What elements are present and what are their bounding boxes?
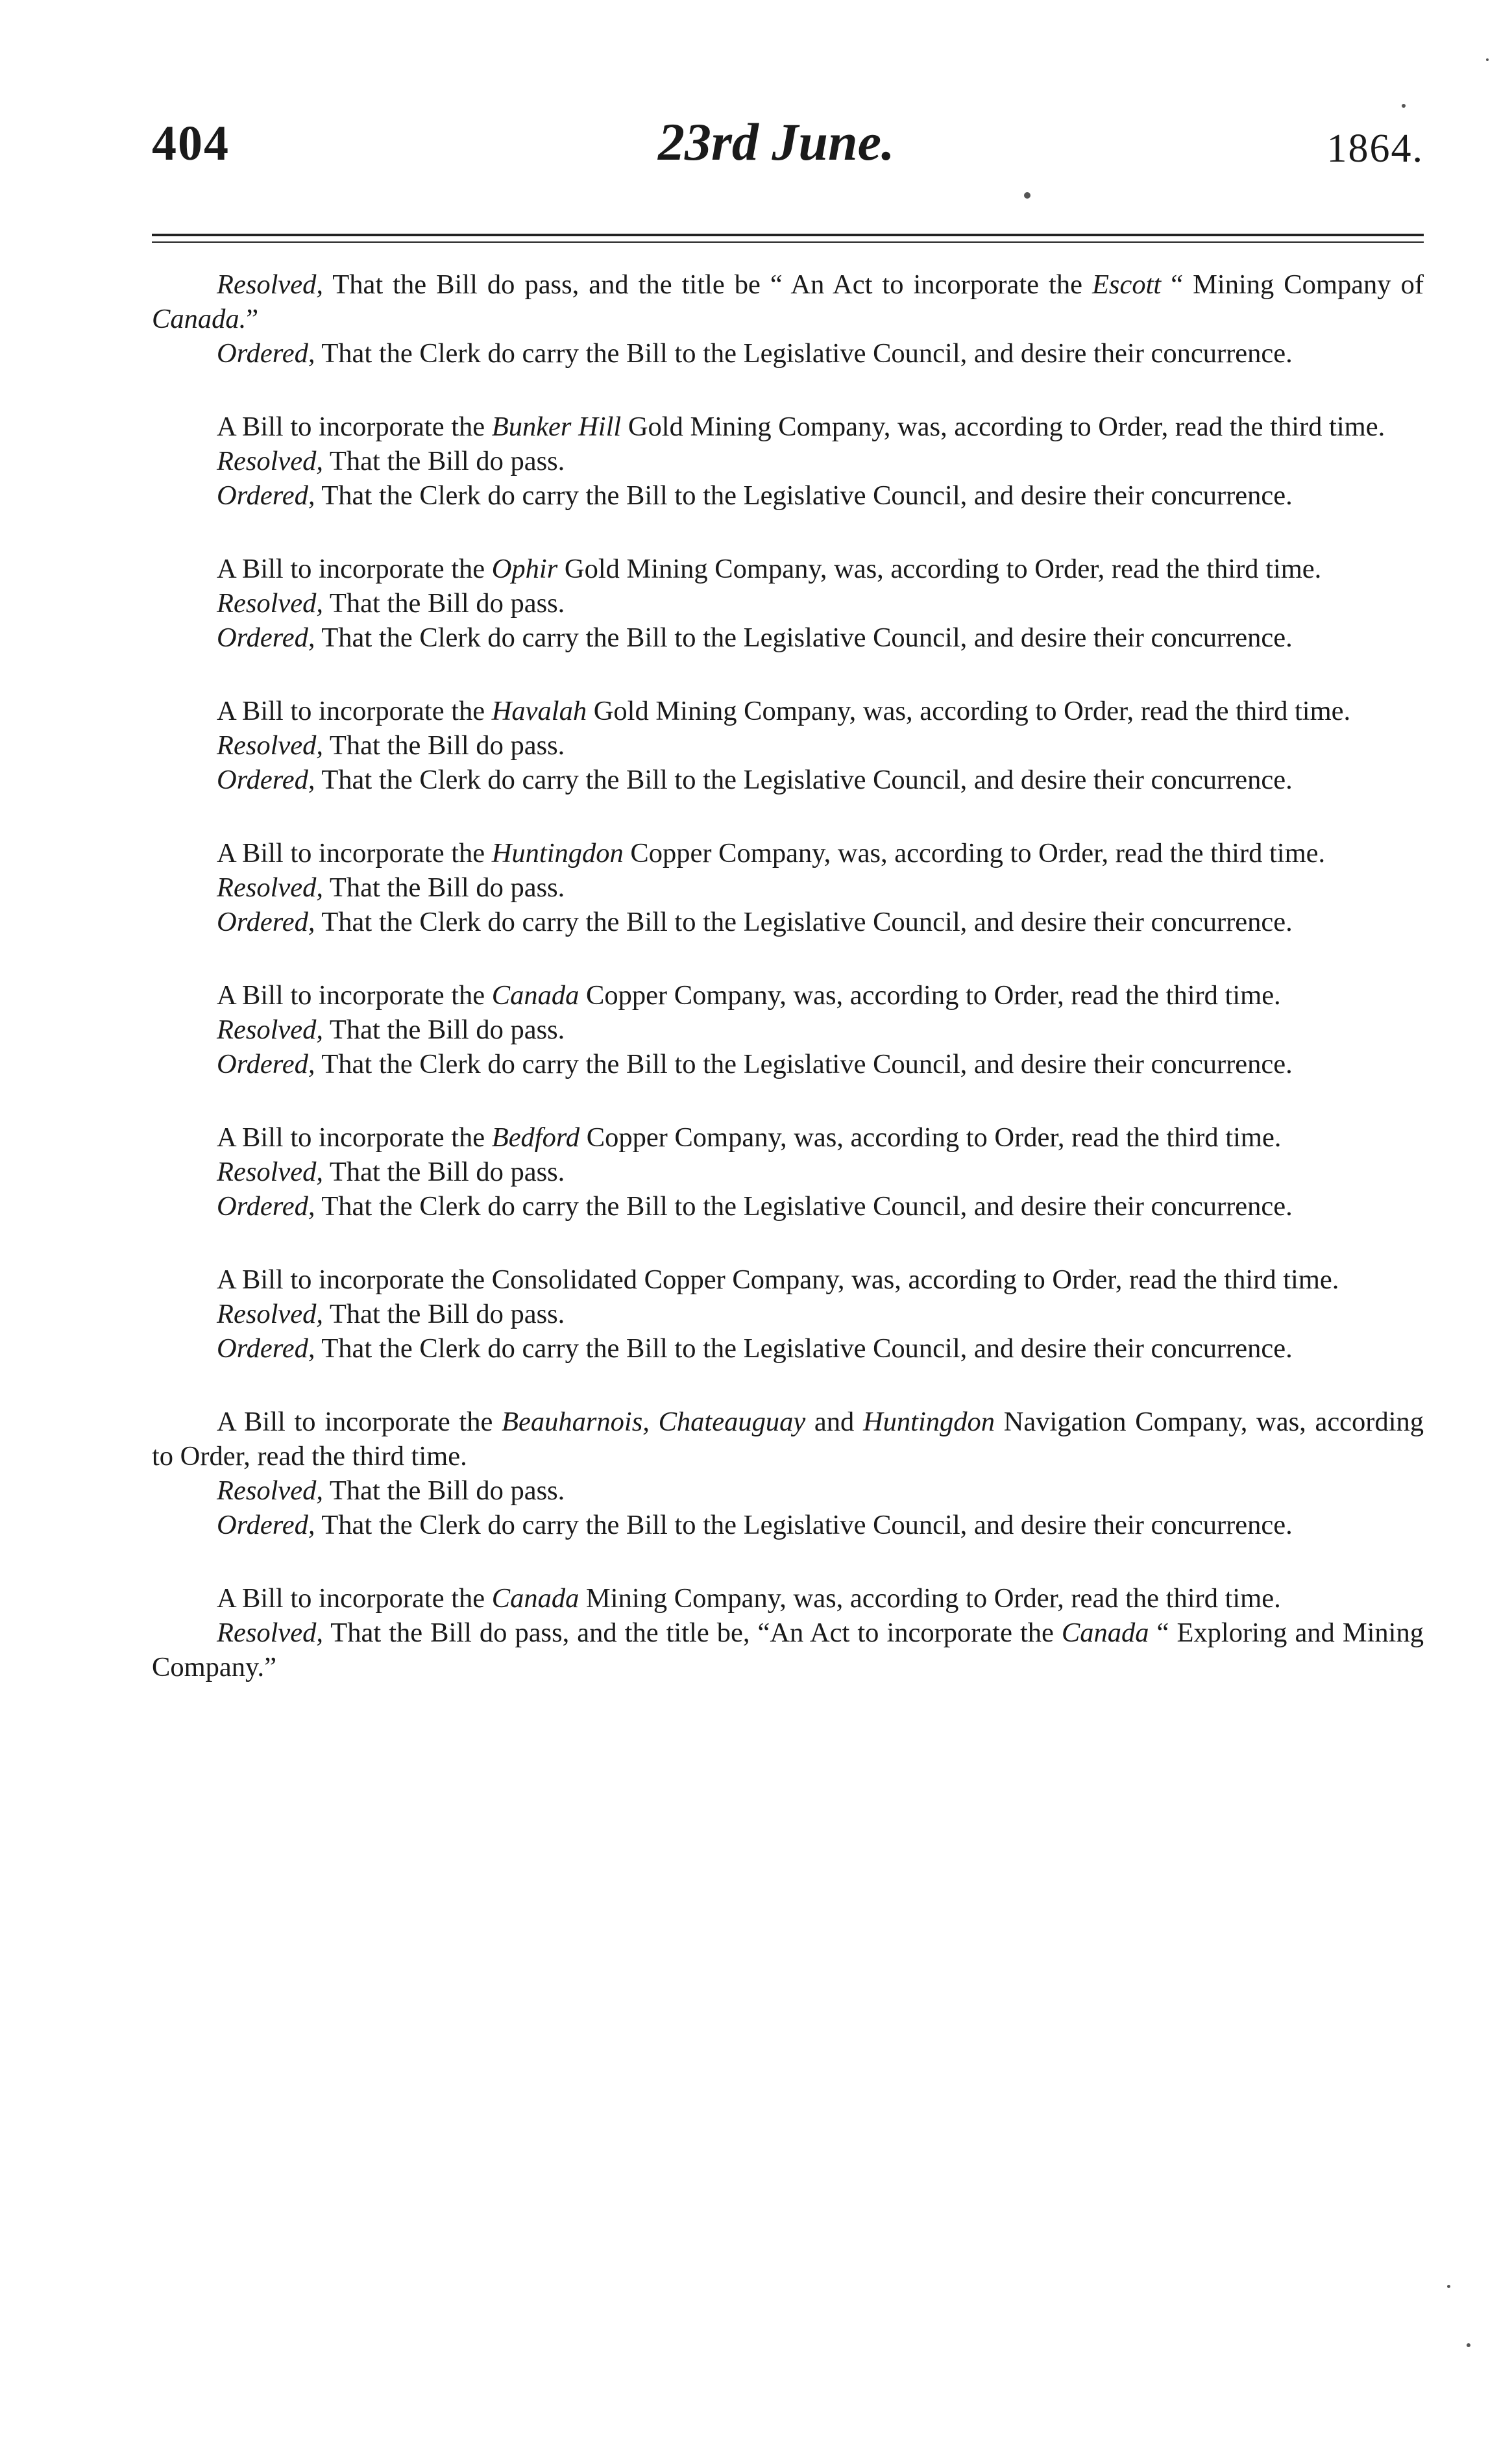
resolved-paragraph [152, 1297, 1424, 1331]
resolved-text: That the Bill do pass, and the title be “ An Act to incorporate the [323, 269, 1092, 300]
ordered-paragraph [152, 905, 1424, 939]
bill-text: A Bill to incorporate the [217, 696, 492, 726]
bill-text: Gold Mining Company, was, according to Order, read the third time. [587, 696, 1351, 726]
bill-text: A Bill to incorporate the [217, 1122, 492, 1153]
company-name: Bunker Hill [491, 412, 622, 442]
page-date: 23rd June. [658, 112, 895, 171]
ordered-label: Ordered, [217, 907, 315, 937]
ordered-label: Ordered, [217, 622, 315, 653]
bill-text: Copper Company, was, according to Order, read the third time. [579, 980, 1281, 1011]
bill-paragraph [152, 1120, 1424, 1155]
journal-entry [152, 694, 1424, 797]
ordered-paragraph [152, 1047, 1424, 1081]
ordered-paragraph [152, 621, 1424, 655]
bill-text: A Bill to incorporate the Consolidated Copper Company, was, according to Order, read the third time. [217, 1264, 1339, 1295]
ordered-label: Ordered, [217, 338, 315, 369]
journal-entry [152, 267, 1424, 371]
resolved-text: That the Bill do pass. [323, 1475, 565, 1506]
bill-text: Mining Company, was, according to Order, read the third time. [579, 1583, 1281, 1614]
ordered-label: Ordered, [217, 765, 315, 795]
bill-text: A Bill to incorporate the [217, 838, 492, 868]
company-name: Ophir [491, 554, 558, 584]
scan-speck [1024, 192, 1030, 199]
ordered-text: That the Clerk do carry the Bill to the Legislative Council, and desire their concurrence. [315, 338, 1293, 369]
journal-entry [152, 1120, 1424, 1224]
company-name: Escott [1091, 269, 1162, 300]
ordered-label: Ordered, [217, 1191, 315, 1222]
bill-paragraph [152, 1405, 1424, 1473]
resolved-text: That the Bill do pass. [323, 446, 565, 476]
company-name: Canada [491, 980, 579, 1011]
ordered-paragraph [152, 763, 1424, 797]
company-name: Beauharnois, Chateauguay [502, 1407, 806, 1437]
company-name: Canada [491, 1583, 579, 1614]
ordered-text: That the Clerk do carry the Bill to the Legislative Council, and desire their concurrence. [315, 765, 1293, 795]
ordered-text: That the Clerk do carry the Bill to the Legislative Council, and desire their concurrence. [315, 1333, 1293, 1364]
resolved-text: That the Bill do pass. [323, 1299, 565, 1329]
resolved-text: That the Bill do pass, and the title be, “An Act to incorporate the [323, 1618, 1062, 1648]
ordered-paragraph [152, 1189, 1424, 1224]
bill-paragraph [152, 1581, 1424, 1616]
bill-text: Gold Mining Company, was, according to Order, read the third time. [621, 412, 1385, 442]
journal-body [152, 267, 1424, 1723]
ordered-text: That the Clerk do carry the Bill to the Legislative Council, and desire their concurrence. [315, 622, 1293, 653]
company-name: Huntingdon [491, 838, 624, 868]
scan-speck [1467, 2343, 1470, 2347]
resolved-label: Resolved, [217, 588, 324, 619]
bill-paragraph [152, 1262, 1424, 1297]
resolved-label: Resolved, [217, 1015, 324, 1045]
journal-entry [152, 1405, 1424, 1542]
bill-paragraph [152, 836, 1424, 870]
resolved-text: That the Bill do pass. [323, 872, 565, 903]
bill-text: and [805, 1407, 863, 1437]
ordered-paragraph [152, 1331, 1424, 1366]
page-number: 404 [152, 116, 230, 171]
bill-paragraph [152, 978, 1424, 1013]
resolved-text: “ Exploring and Mining Company.” [152, 1618, 1424, 1682]
journal-entry [152, 978, 1424, 1081]
scan-speck [1447, 2285, 1450, 2288]
scan-speck [1486, 58, 1489, 61]
resolved-text: That the Bill do pass. [323, 730, 565, 761]
ordered-text: That the Clerk do carry the Bill to the Legislative Council, and desire their concurrence. [315, 1191, 1293, 1222]
resolved-label: Resolved, [217, 446, 324, 476]
resolved-label: Resolved, [217, 1618, 324, 1648]
resolved-label: Resolved, [217, 730, 324, 761]
ordered-text: That the Clerk do carry the Bill to the Legislative Council, and desire their concurrence. [315, 1510, 1293, 1540]
company-name: Bedford [491, 1122, 580, 1153]
ordered-text: That the Clerk do carry the Bill to the Legislative Council, and desire their concurrence. [315, 1049, 1293, 1079]
ordered-text: That the Clerk do carry the Bill to the Legislative Council, and desire their concurrence. [315, 480, 1293, 511]
bill-text: A Bill to incorporate the [217, 1583, 492, 1614]
resolved-text: That the Bill do pass. [323, 1157, 565, 1187]
journal-entry [152, 836, 1424, 939]
company-name: Canada. [152, 304, 247, 334]
resolved-paragraph [152, 1473, 1424, 1508]
ordered-text: That the Clerk do carry the Bill to the Legislative Council, and desire their concurrence. [315, 907, 1293, 937]
header-rule [152, 234, 1424, 236]
ordered-label: Ordered, [217, 1049, 315, 1079]
resolved-paragraph [152, 1616, 1424, 1684]
resolved-text: ” [246, 304, 259, 334]
ordered-paragraph [152, 336, 1424, 371]
company-name: Huntingdon [862, 1407, 995, 1437]
ordered-label: Ordered, [217, 480, 315, 511]
resolved-paragraph [152, 728, 1424, 763]
resolved-label: Resolved, [217, 872, 324, 903]
page-year: 1864. [1326, 127, 1424, 171]
resolved-paragraph [152, 267, 1424, 336]
bill-text: A Bill to incorporate the [217, 554, 492, 584]
resolved-paragraph [152, 1155, 1424, 1189]
resolved-paragraph [152, 870, 1424, 905]
resolved-text: That the Bill do pass. [323, 588, 565, 619]
bill-text: Navigation Company, was, according to Order, read the third time. [152, 1407, 1424, 1471]
resolved-label: Resolved, [217, 269, 324, 300]
resolved-label: Resolved, [217, 1299, 324, 1329]
journal-entry [152, 410, 1424, 513]
resolved-paragraph [152, 444, 1424, 478]
ordered-paragraph [152, 1508, 1424, 1542]
company-name: Canada [1061, 1618, 1149, 1648]
ordered-paragraph [152, 478, 1424, 513]
journal-entry [152, 552, 1424, 655]
ordered-label: Ordered, [217, 1510, 315, 1540]
bill-paragraph [152, 552, 1424, 586]
header-rule-thin [152, 241, 1424, 243]
ordered-label: Ordered, [217, 1333, 315, 1364]
bill-text: A Bill to incorporate the [217, 1407, 502, 1437]
bill-text: Copper Company, was, according to Order, read the third time. [579, 1122, 1282, 1153]
journal-entry [152, 1581, 1424, 1684]
bill-paragraph [152, 694, 1424, 728]
bill-text: Gold Mining Company, was, according to Order, read the third time. [557, 554, 1322, 584]
company-name: Havalah [491, 696, 587, 726]
bill-text: A Bill to incorporate the [217, 412, 492, 442]
resolved-text: “ Mining Company of [1161, 269, 1424, 300]
bill-text: Copper Company, was, according to Order, read the third time. [623, 838, 1326, 868]
bill-text: A Bill to incorporate the [217, 980, 492, 1011]
resolved-text: That the Bill do pass. [323, 1015, 565, 1045]
bill-paragraph [152, 410, 1424, 444]
resolved-paragraph [152, 1013, 1424, 1047]
resolved-label: Resolved, [217, 1157, 324, 1187]
resolved-label: Resolved, [217, 1475, 324, 1506]
resolved-paragraph [152, 586, 1424, 621]
scan-speck [1402, 104, 1406, 108]
page-header [152, 112, 1424, 193]
journal-entry [152, 1262, 1424, 1366]
